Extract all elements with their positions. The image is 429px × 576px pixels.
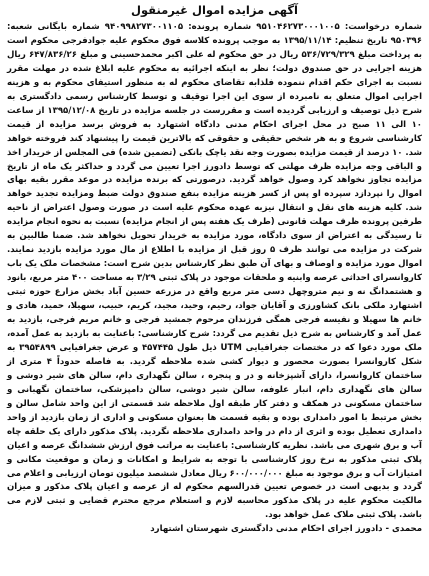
auction-notice bbox=[6, 0, 423, 572]
notice-signature: محمدی - دادورز اجرای احکام مدنی دادگستری شهرستان اشتهارد bbox=[150, 524, 422, 535]
notice-body-text: شماره درخواست: ۹۵۱۰۴۶۲۷۳۰۰۰۱۰۰۵ شماره پرونده: ۹۴۰۹۹۸۲۷۳۰۰۱۱۰۵ شماره بایگانی شعبه: ۹۵۰۳۹۶ تاریخ تنظیم: ۱۳۹۵/۱۱/۱۴ به موجب پرونده کلاسه فوق محکوم علیه جوادفرجی محکوم است به پرداخت مبلغ ۵۳۶/۷۲۹/۳۲۹ ریال در حق محکوم له علی اکبر محمدحسینی و مبلغ ۶۴۷/۸۳۶/۲۶ ریال هزینه اجرایی در حق صندوق دولت؛ نظر به اینکه اجرائیه به محکوم علیه ابلاغ شده در مهلت مقرر نسبت به اجرای حکم اقدام ننموده فلذابه تقاضای محکوم له به منظور استیفای محکوم به و هزینه اجرایی اموال متعلق به نامبرده از سوی این اجرا توقیف و توسط کارشناس رسمی دادگستری به شرح ذیل توصیف و ارزیابی گردیده است و مقررست در جلسه مزایده در تاریخ ۱۳۹۵/۱۲/۰۸ از ساعت ۱۰ الی ۱۱ صبح در محل اجرای احکام مدنی دادگاه اشتهارد به فروش برسد مزایده از قیمت کارشناسی شروع و به هر شخص حقیقی و حقوقی که بالاترین قیمت را پیشنهاد کند فروخته خواهد شد. ۱۰ درصد از قیمت مزایده بصورت وجه نقد یاچک بانکی (تضمین شده) فی المجلس از خریدار اخذ و الباقی وجه مزایده ظرف مهلتی که توسط دادورز اجرا تعیین می گردد و حداکثر یک ماه از تاریخ مزایده تجاوز نخواهد کرد وصول خواهد گردید. درصورتی که برنده مزایده در موعد مقرر بقیه بهای اموال را نپردازد سپرده او پس از کسر هزینه مزایده بنفع صندوق دولت ضبط ومزایده تجدید خواهد شد. کلیه هزینه های نقل و انتقال نیزبه عهده محکوم علیه است در صورت وصول اعتراض از ناحیه طرفین پرونده ظرف مهلت قانونی (طرف یک هفته پس از انجام مزایده) نسبت به نحوه انجام مزایده تا رسیدگی به اعتراض از سوی دادگاه، مورد مزایده به خریدار تحویل نخواهد شد. ضمنا طالبین به شرکت در مزایده می توانند ظرف ۵ روز قبل از مزایده با اطلاع از مال مورد مزایده بازدید نمایند. اموال مورد مزایده و اوصاف و بهای آن طبق نظر کارشناس بدین شرح است: مشخصات ملک یک باب کاروانسرای احداثی عرصه وابنیه و ملحقات موجود در پلاک ثبتی ۳/۲۹ به مساحت ۴۰۰ متر مربع، بانود و هشتمدانگ نه و نیم متروچهل دسی متر مربع واقع در مزرعه حسین آباد بخش مزارع حوزه ثبتی اشتهارد ملکی بانک کشاورزی و آقایان جواد، رحیم، وحید، مجید، کریم، حبیب، سهیلا، حمید، هادی و خانم ها سهیلا و نفیسه فرجی همگی فرزندان مرحوم جمشید فرجی و خانم مریم فرجی، بازدید به عمل آمد و کارشناس به شرح ذیل تقدیم می گردد: شرح کارشناسی: باعنایت به بازدید به عمل آمده، ملک مورد دعوا که در مختصات جغرافیایی UTM ذیل طول ۴۵۷۴۴۵ و عرض جغرافیایی ۳۹۵۴۸۹۹ به شکل کاروانسرا بصورت محصور و دیوار کشی شده ملاحظه گردید. به فاصله حدوداً ۴ متری از ساختمان کاروانسرا، دارای آشپزخانه و در و پنجره ، سالن نگهداری دام، سالن های شیر دوشی و سالن های نگهداری دام، انبار علوفه، سالن شیر دوشی، سالن دامپزشکی، ساختمان نگهبانی و ساختمان مسکونی در همکف و دفتر کار طبقه اول ملاحظه شد قسمتی از این واحد شامل سالن و بخش مرتبط با امور دامداری بوده و بقیه قسمت ها بعنوان مسکونی و اداری از زمان بازدید از واحد دامداری تعطیل بوده و اثری از دام در واحد دامداری ملاحظه نگردید. پلاک مذکور دارای یک حلقه چاه آب و برق شهری می باشد. نظریه کارشناسی: باعنایت به مراتب فوق ارزش ششدانگ عرصه و اعیان پلاک ثبتی مذکور به نرخ روز کارشناسی با توجه به شرایط و امکانات و زمان و موقعیت مکانی و امتیازات آب و برق موجود به مبلغ ۶۰۰/۰۰۰/۰۰۰ ریال معادل ششصد میلیون تومان ارزیابی و اعلام می گردد و بدیهی است در خصوص تعیین قدرالسهم محکوم له از عرصه و اعیان پلاک مذکور و میزان مالکیت محکوم علیه در پلاک مذکور محاسبه لازم و استعلام مرجع محترم قضایی و ثبتی لازم می باشد. پلاک ثبتی ملاک عمل خواهد بود. bbox=[7, 22, 423, 521]
notice-title: آگهی مزایده اموال غیرمنقول bbox=[130, 3, 298, 17]
